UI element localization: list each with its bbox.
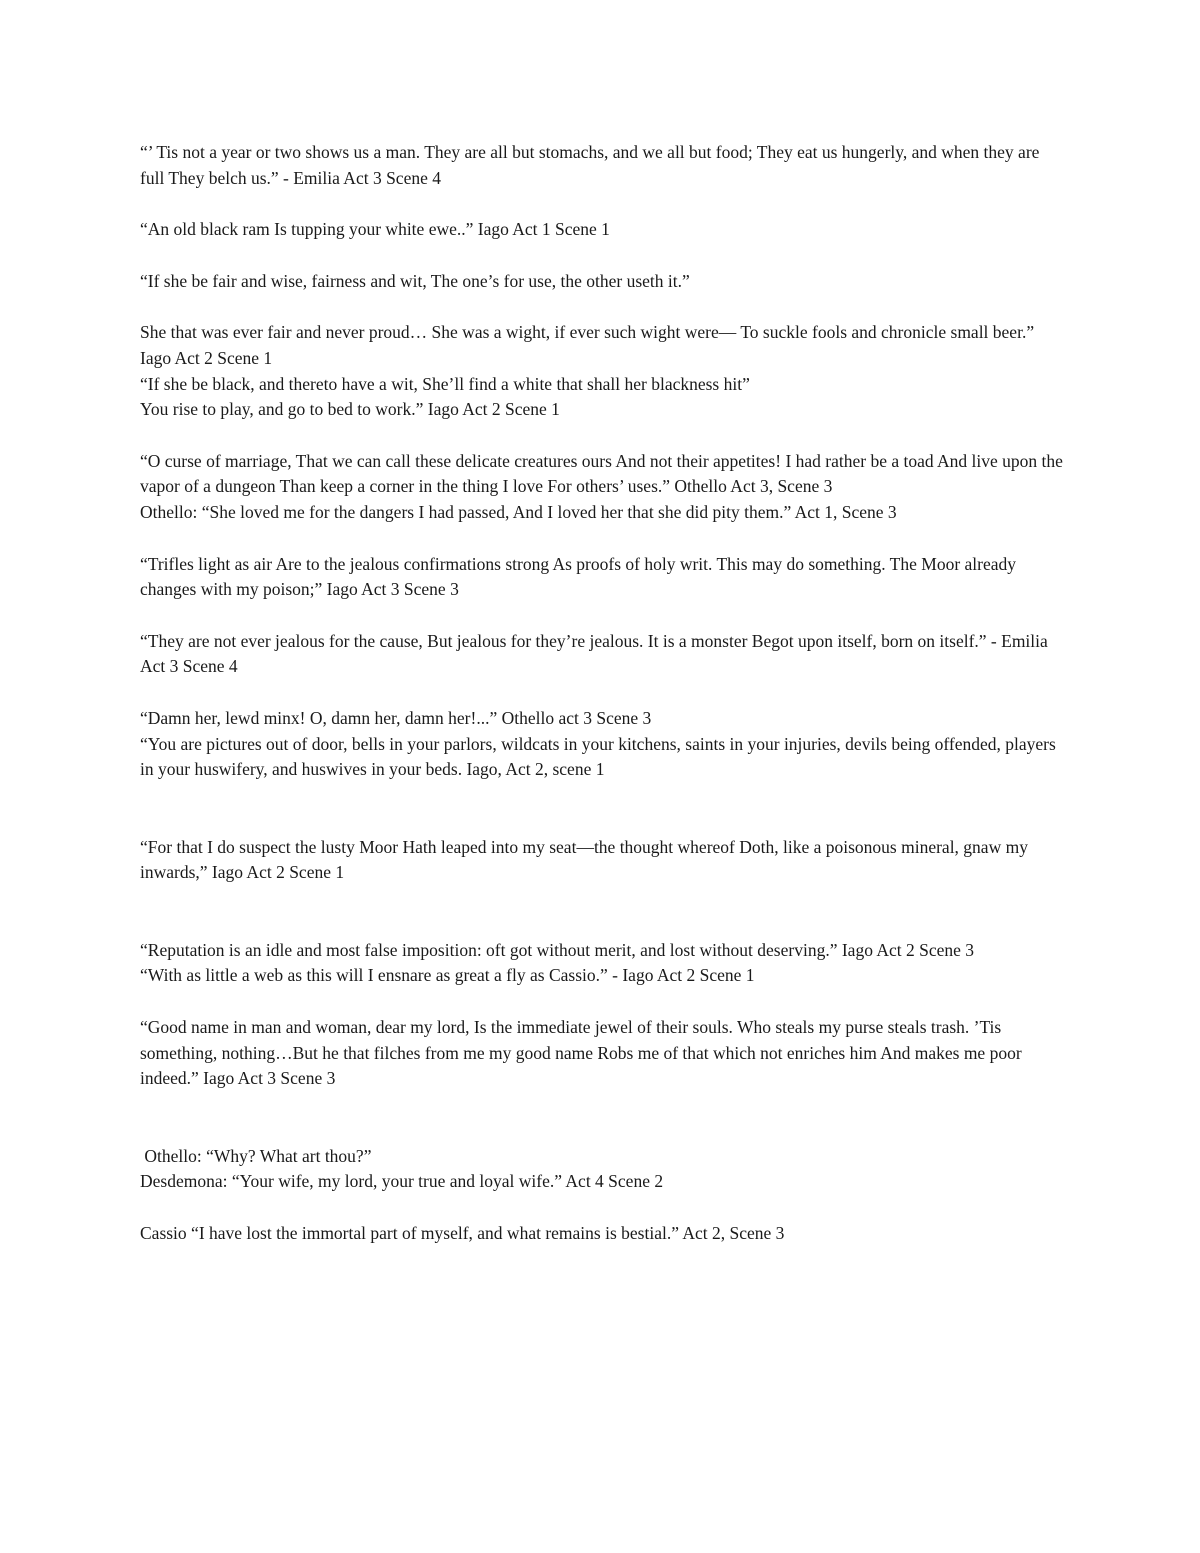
quote-desdemona-wife: Desdemona: “Your wife, my lord, your true and loyal wife.” Act 4 Scene 2 [140, 1171, 664, 1192]
quote-iago-reputation: “Reputation is an idle and most false imposition: oft got without merit, and lost without deserving.” Iago Act 2 Scene 3 [140, 939, 975, 960]
quote-cassio-immortal: Cassio “I have lost the immortal part of myself, and what remains is bestial.” Act 2, Scene 3 [140, 1223, 785, 1244]
quote-iago-black-and-wit: “If she be black, and thereto have a wit, She’ll find a white that shall her blackness hit” [140, 373, 750, 394]
quote-othello-loved-me: Othello: “She loved me for the dangers I had passed, And I loved her that she did pity them.” Act 1, Scene 3 [140, 501, 897, 522]
quote-iago-black-ram: “An old black ram Is tupping your white ewe..” Iago Act 1 Scene 1 [140, 219, 610, 240]
quote-iago-pictures: “You are pictures out of door, bells in your parlors, wildcats in your kitchens, saints in your injuries, devils being offended, players in your huswifery, and huswives in your beds. Iago, Act 2, scene 1 [140, 733, 1056, 780]
quote-iago-fair-and-wise: “If she be fair and wise, fairness and wit, The one’s for use, the other useth it.” [140, 270, 690, 291]
quote-othello-damn-her: “Damn her, lewd minx! O, damn her, damn her!...” Othello act 3 Scene 3 [140, 707, 652, 728]
quote-emilia-jealous: “They are not ever jealous for the cause, But jealous for they’re jealous. It is a monster Begot upon itself, born on itself.” - Emilia Act 3 Scene 4 [140, 630, 1048, 677]
quote-othello-curse-of-marriage: “O curse of marriage, That we can call these delicate creatures ours And not their appetites! I had rather be a toad And live upon the vapor of a dungeon Than keep a corner in the thing I love For others’ uses.” Othello Act 3, Scene 3 [140, 450, 1063, 497]
document-page [140, 140, 1065, 1247]
quote-iago-trifles-light: “Trifles light as air Are to the jealous confirmations strong As proofs of holy writ. This may do something. The Moor already changes with my poison;” Iago Act 3 Scene 3 [140, 553, 1017, 600]
quote-iago-good-name: “Good name in man and woman, dear my lord, Is the immediate jewel of their souls. Who steals my purse steals trash. ’Tis something, nothing…But he that filches from me my good name Robs me of that which not enriches him And makes me poor indeed.” Iago Act 3 Scene 3 [140, 1017, 1022, 1089]
quote-emilia-stomachs: “’ Tis not a year or two shows us a man. They are all but stomachs, and we all but food; They eat us hungerly, and when they are full They belch us.” - Emilia Act 3 Scene 4 [140, 142, 1040, 188]
quote-iago-small-beer: She that was ever fair and never proud… She was a wight, if ever such wight were— To suckle fools and chronicle small beer.” Iago Act 2 Scene 1 [140, 322, 1035, 368]
quote-iago-rise-to-play: You rise to play, and go to bed to work.” Iago Act 2 Scene 1 [140, 399, 560, 420]
quote-othello-what-art-thou: Othello: “Why? What art thou?” [140, 1145, 372, 1166]
quote-iago-lusty-moor: “For that I do suspect the lusty Moor Hath leaped into my seat—the thought whereof Doth, like a poisonous mineral, gnaw my inwards,” Iago Act 2 Scene 1 [140, 836, 1028, 883]
quote-iago-web: “With as little a web as this will I ensnare as great a fly as Cassio.” - Iago Act 2 Scene 1 [140, 965, 755, 986]
